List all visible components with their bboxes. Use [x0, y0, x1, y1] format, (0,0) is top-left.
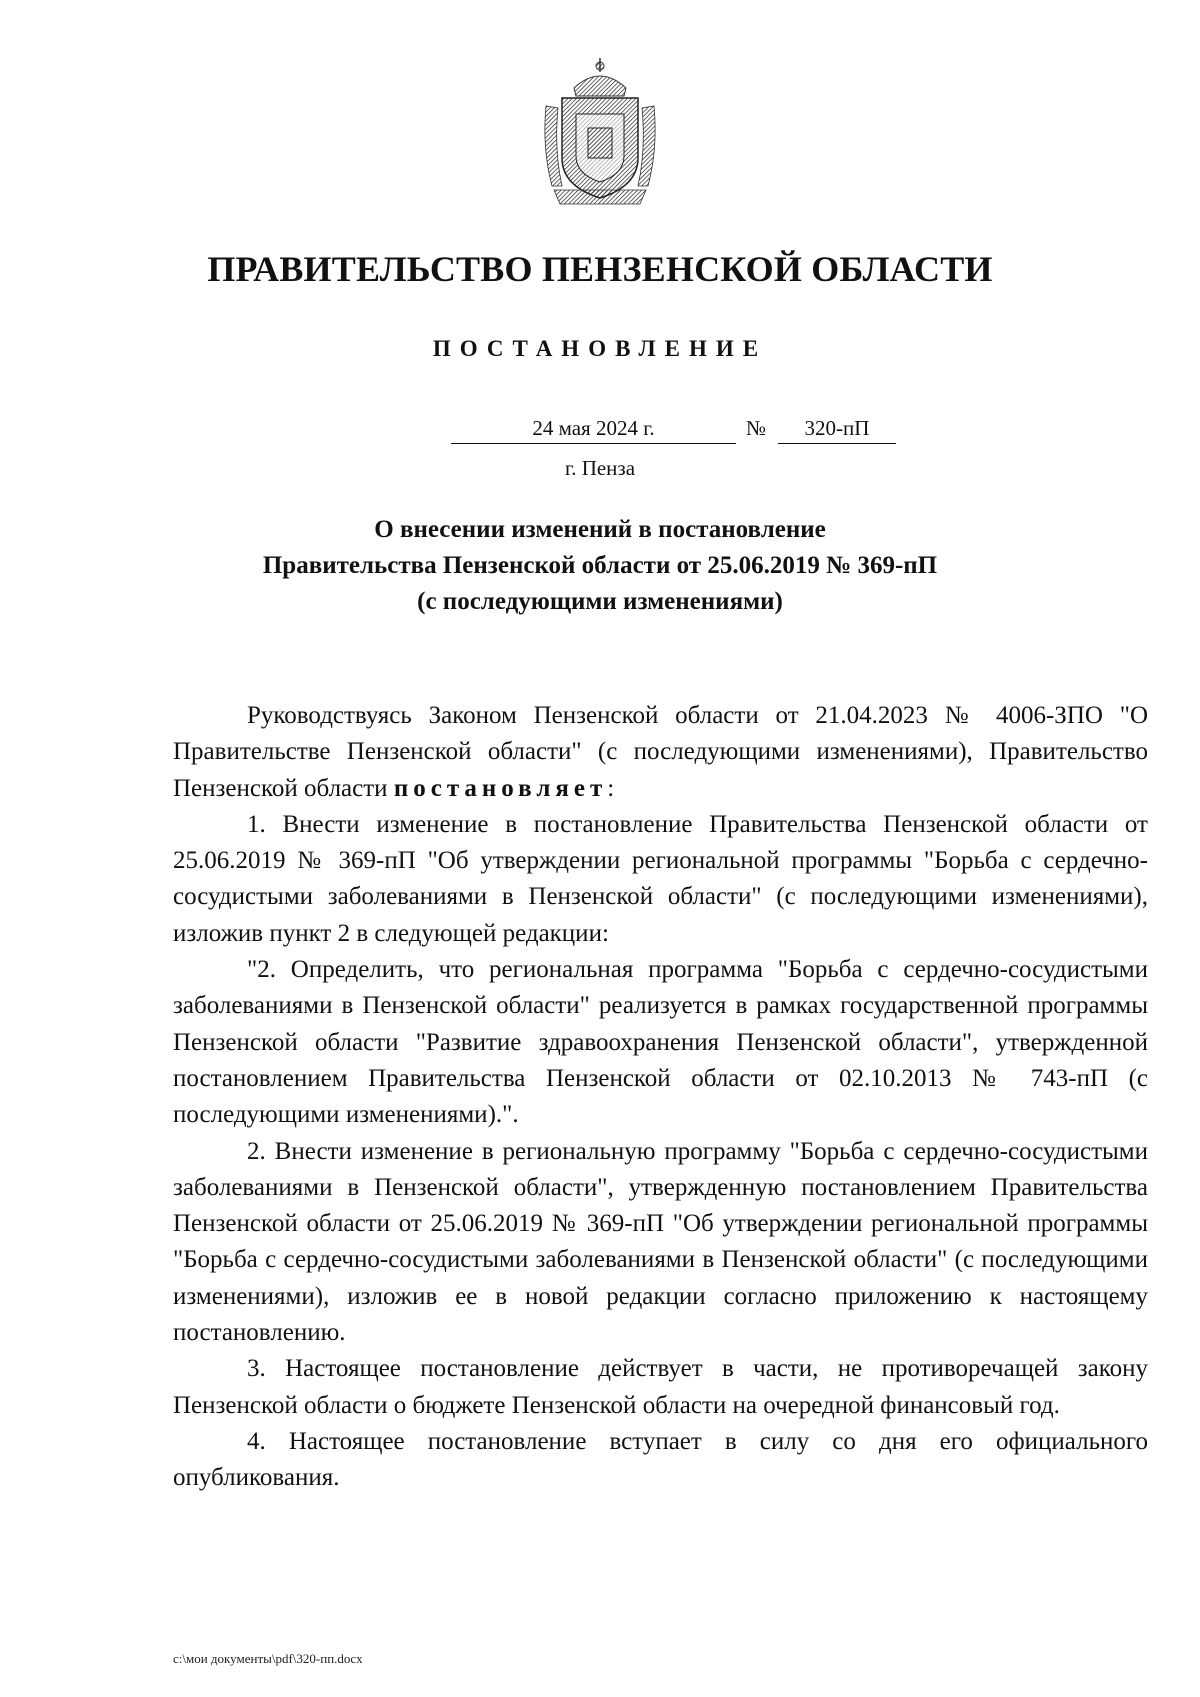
document-number: 320-пП [778, 414, 896, 444]
subject-line-3: (с последующими изменениями) [417, 588, 783, 615]
paragraph-2: 2. Внести изменение в региональную программу "Борьба с сердечно-сосудистыми заболеваниями в Пензенской области", утвержденную постановлением Правительства Пензенской области от 25.06.2019 № 369-пП "Об утверждении региональной программы "Борьба с сердечно-сосудистыми заболеваниями в Пензенской области" (с последующими изменениями), изложив ее в новой редакции согласно приложению к настоящему постановлению. [173, 1137, 1148, 1347]
resolves-keyword: постановляет [393, 774, 608, 802]
preamble-paragraph [173, 698, 1148, 807]
document-type-heading: ПОСТАНОВЛЕНИЕ [432, 336, 768, 361]
document-city: г. Пенза [564, 456, 636, 480]
coat-of-arms-emblem [540, 58, 660, 208]
paragraph-3: 3. Настоящее постановление действует в части, не противоречащей закону Пензенской области о бюджете Пензенской области на очередной финансовый год. [173, 1355, 1148, 1419]
paragraph-4: 4. Настоящее постановление вступает в силу со дня его официального опубликования. [173, 1427, 1148, 1492]
number-sign: № [746, 416, 767, 440]
preamble-colon: : [607, 774, 615, 802]
paragraph-1-quote: "2. Определить, что региональная программа "Борьба с сердечно-сосудистыми заболеваниями в Пензенской области" реализуется в рамках государственной программы Пензенской области "Развитие здравоохранения Пензенской области", утвержденной постановлением Правительства Пензенской области от 02.10.2013 № 743-пП (с последующими изменениями).". [173, 956, 1148, 1129]
subject-line-1: О внесении изменений в постановление [374, 516, 826, 543]
paragraph-1: 1. Внести изменение в постановление Правительства Пензенской области от 25.06.2019 № 369-пП "Об утверждении региональной программы "Борьба с сердечно-сосудистыми заболеваниями в Пензенской области" (с последующими изменениями), изложив пункт 2 в следующей редакции: [173, 810, 1148, 947]
document-date: 24 мая 2024 г. [451, 414, 736, 444]
organization-title: ПРАВИТЕЛЬСТВО ПЕНЗЕНСКОЙ ОБЛАСТИ [207, 249, 993, 289]
footer-file-path: c:\мои документы\pdf\320-пп.docx [173, 1651, 363, 1666]
document-body [173, 698, 1148, 1497]
document-subject [0, 512, 1200, 620]
subject-line-2: Правительства Пензенской области от 25.06.2019 № 369-пП [262, 552, 938, 579]
preamble-text: Руководствуясь Законом Пензенской области от 21.04.2023 № 4006-ЗПО "О Правительстве Пензенской области" (с последующими изменениями), Правительство Пензенской области [173, 702, 1148, 802]
